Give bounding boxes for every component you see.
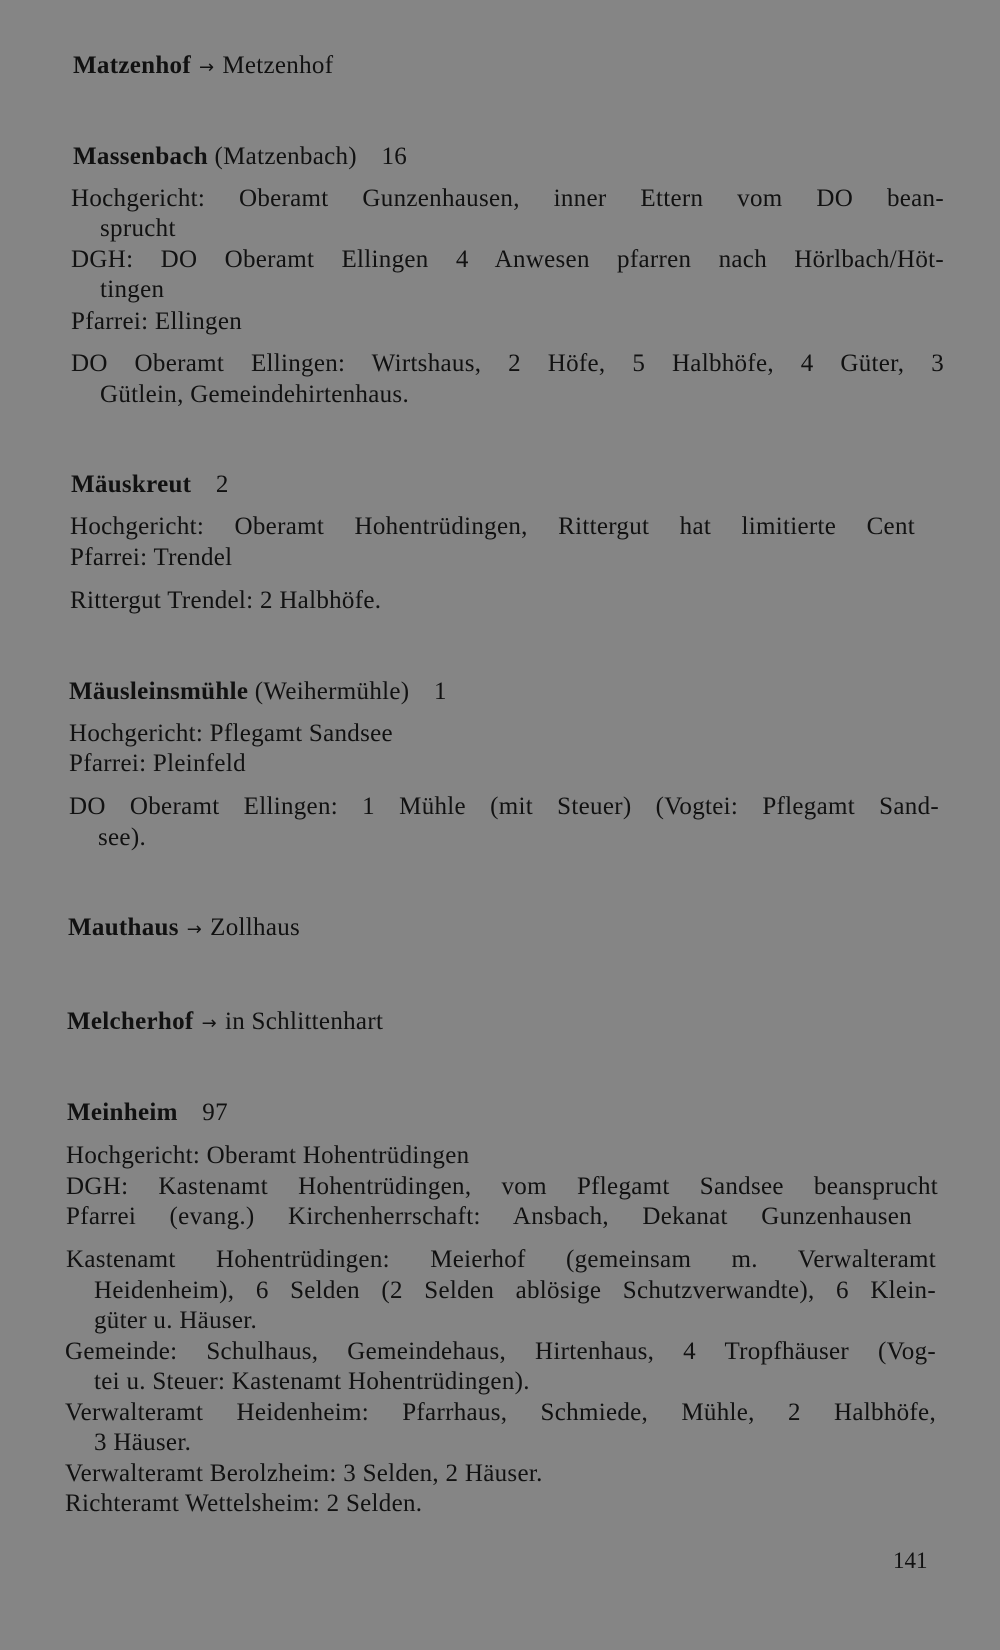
entry-heading: Massenbach <box>73 143 208 170</box>
arrow-right-icon: → <box>201 1013 217 1034</box>
entry-text-line: Pfarrei: Trendel <box>70 544 233 571</box>
alternate-name: (Matzenbach) <box>214 143 357 170</box>
entry-heading: Mäusleinsmühle <box>69 678 249 705</box>
entry-text-line: DGH: Kastenamt Hohentrüdingen, vom Pflegamt Sandsee beansprucht <box>66 1173 938 1200</box>
entry-heading: Meinheim <box>67 1099 178 1126</box>
entry-text-line: Hochgericht: Oberamt Gunzenhausen, inner Ettern vom DO bean- <box>71 185 944 212</box>
entry-text-line: DO Oberamt Ellingen: Wirtshaus, 2 Höfe, 5 Halbhöfe, 4 Güter, 3 <box>71 350 944 377</box>
entry-mauthaus <box>68 913 300 945</box>
entry-massenbach-heading <box>73 142 407 172</box>
entry-mausleinsmuehle-heading <box>69 677 447 707</box>
entry-heading: Mauthaus <box>68 914 179 941</box>
entry-text-line: Rittergut Trendel: 2 Halbhöfe. <box>70 587 382 614</box>
entry-text-line: güter u. Häuser. <box>94 1307 258 1334</box>
entry-text-line: Heidenheim), 6 Selden (2 Selden ablösige Schutzverwandte), 6 Klein- <box>94 1277 936 1304</box>
entry-text-line: Kastenamt Hohentrüdingen: Meierhof (gemeinsam m. Verwalteramt <box>66 1246 936 1273</box>
entry-mauskreut-heading <box>71 470 229 500</box>
entry-matzenhof <box>73 51 333 83</box>
entry-text-line: Gemeinde: Schulhaus, Gemeindehaus, Hirtenhaus, 4 Tropfhäuser (Vog- <box>65 1338 936 1365</box>
entry-text-line: Verwalteramt Heidenheim: Pfarrhaus, Schmiede, Mühle, 2 Halbhöfe, <box>65 1399 936 1426</box>
population-count: 1 <box>433 678 447 705</box>
alternate-name: (Weihermühle) <box>254 678 410 705</box>
page-number: 141 <box>893 1548 928 1573</box>
cross-reference: Zollhaus <box>210 914 301 941</box>
entry-text-line: Hochgericht: Oberamt Hohentrüdingen, Rittergut hat limitierte Cent <box>70 513 915 540</box>
entry-text-line: Hochgericht: Pflegamt Sandsee <box>69 720 393 747</box>
entry-text-line: sprucht <box>100 215 176 242</box>
entry-heading: Melcherhof <box>67 1008 194 1035</box>
entry-text-line: Verwalteramt Berolzheim: 3 Selden, 2 Häuser. <box>65 1460 543 1487</box>
entry-heading: Matzenhof <box>73 52 191 79</box>
entry-heading: Mäuskreut <box>71 471 192 498</box>
cross-reference: Metzenhof <box>222 52 334 79</box>
entry-text-line: Pfarrei: Pleinfeld <box>69 750 246 777</box>
entry-text-line: tingen <box>100 276 165 303</box>
entry-text-line: Richteramt Wettelsheim: 2 Selden. <box>65 1490 423 1517</box>
population-count: 97 <box>202 1099 228 1126</box>
entry-text-line: DO Oberamt Ellingen: 1 Mühle (mit Steuer) (Vogtei: Pflegamt Sand- <box>69 793 939 820</box>
population-count: 16 <box>381 143 408 170</box>
entry-text-line: Gütlein, Gemeindehirtenhaus. <box>100 381 410 408</box>
entry-text-line: DGH: DO Oberamt Ellingen 4 Anwesen pfarren nach Hörlbach/Höt- <box>71 246 944 273</box>
entry-text-line: Pfarrei (evang.) Kirchenherrschaft: Ansbach, Dekanat Gunzenhausen <box>66 1203 912 1230</box>
entry-meinheim-heading <box>67 1098 228 1128</box>
arrow-right-icon: → <box>198 57 215 78</box>
cross-reference: in Schlittenhart <box>224 1008 384 1035</box>
entry-text-line: see). <box>98 824 146 851</box>
entry-text-line: 3 Häuser. <box>94 1429 192 1456</box>
entry-text-line: Pfarrei: Ellingen <box>71 308 243 335</box>
population-count: 2 <box>215 471 229 498</box>
arrow-right-icon: → <box>186 919 203 940</box>
entry-text-line: Hochgericht: Oberamt Hohentrüdingen <box>66 1142 470 1169</box>
entry-text-line: tei u. Steuer: Kastenamt Hohentrüdingen). <box>94 1368 530 1395</box>
entry-melcherhof <box>67 1007 383 1039</box>
